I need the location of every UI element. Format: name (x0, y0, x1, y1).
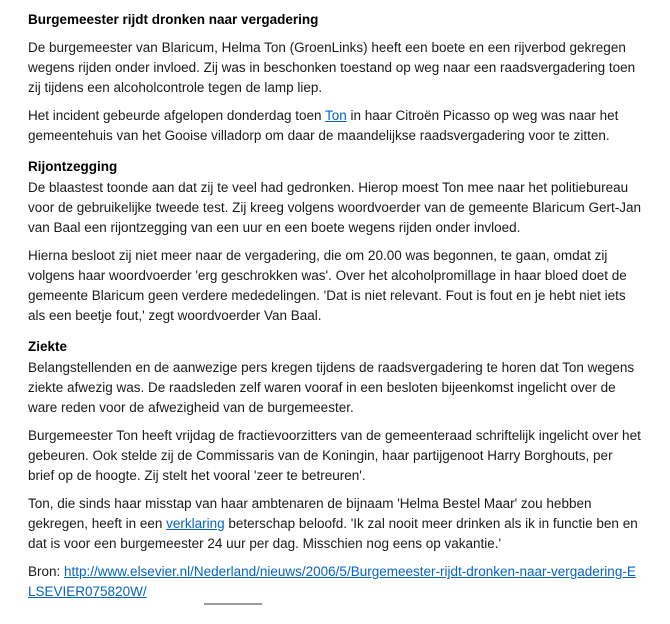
source-label: Bron: (28, 564, 65, 579)
paragraph-text: De burgemeester van Blaricum, Helma Ton (GroenLinks) heeft een boete en een rijverbod gekregen wegens rijden onder invloed. Zij was in beschonken toestand op weg naar een raadsvergadering toen zij tijdens een alcoholcontrole tegen de lamp liep. (28, 40, 636, 95)
paragraph-text: Hierna besloot zij niet meer naar de vergadering, die om 20.00 was begonnen, te gaan, omdat zij volgens haar woordvoerder 'erg geschrokken was'. Over het alcoholpromillage in haar bloed doet de gemeente Blaricum geen verdere mededelingen. 'Dat is niet relevant. Fout is fout en je hebt niet iets als een beetje fout,' zegt woordvoerder Van Baal. (28, 248, 627, 323)
paragraph-vergadering (28, 246, 642, 326)
paragraph-verklaring (28, 494, 642, 554)
section-heading-rijontzegging: Rijontzegging (28, 159, 118, 174)
article-title: Burgemeester rijdt dronken naar vergadering (28, 12, 319, 27)
source-url-link[interactable]: http://www.elsevier.nl/Nederland/nieuws/2006/5/Burgemeester-rijdt-dronken-naar-vergadering-ELSEVIER075820W/ (28, 564, 636, 599)
paragraph-text: Burgemeester Ton heeft vrijdag de fractievoorzitters van de gemeenteraad schriftelijk ingelicht over het gebeuren. Ook stelde zij de Commissaris van de Koningin, haar partijgenoot Harry Borghouts, per brief op de hoogte. Zij stelt het vooral 'zeer te betreuren'. (28, 428, 641, 483)
paragraph-text: in haar Citroën Picasso op weg was naar het gemeentehuis van het Gooise villadorp om daar de maandelijkse raadsvergadering voor te zitten. (28, 108, 619, 143)
verklaring-link[interactable]: verklaring (166, 516, 225, 531)
paragraph-incident (28, 106, 642, 146)
paragraph-ziekte (28, 358, 642, 418)
source-line (28, 562, 642, 602)
ton-link[interactable]: Ton (325, 108, 347, 123)
paragraph-brief (28, 426, 642, 486)
paragraph-text: De blaastest toonde aan dat zij te veel had gedronken. Hierop moest Ton mee naar het politiebureau voor de gebruikelijke tweede test. Zij kreeg volgens woordvoerder van de gemeente Blaricum Gert-Jan van Baal een rijontzegging van een uur en een boete wegens rijden onder invloed. (28, 180, 642, 235)
paragraph-text: Ton, die sinds haar misstap van haar ambtenaren de bijnaam 'Helma Bestel Maar' zou hebben gekregen, heeft in een (28, 496, 592, 531)
underline-artifact (204, 603, 262, 605)
paragraph-blaastest (28, 178, 642, 238)
paragraph-text: Belangstellenden en de aanwezige pers kregen tijdens de raadsvergadering te horen dat Ton wegens ziekte afwezig was. De raadsleden zelf waren vooraf in een besloten bijeenkomst ingelicht over de ware reden voor de afwezigheid van de burgemeester. (28, 360, 635, 415)
section-heading-ziekte: Ziekte (28, 339, 68, 354)
paragraph-text: beterschap beloofd. 'Ik zal nooit meer drinken als ik in functie ben en dat is voor een burgemeester 24 uur per dag. Misschien nog eens op vakantie.' (28, 516, 638, 551)
paragraph-text: Het incident gebeurde afgelopen donderdag toen (28, 108, 325, 123)
paragraph-intro (28, 38, 642, 98)
